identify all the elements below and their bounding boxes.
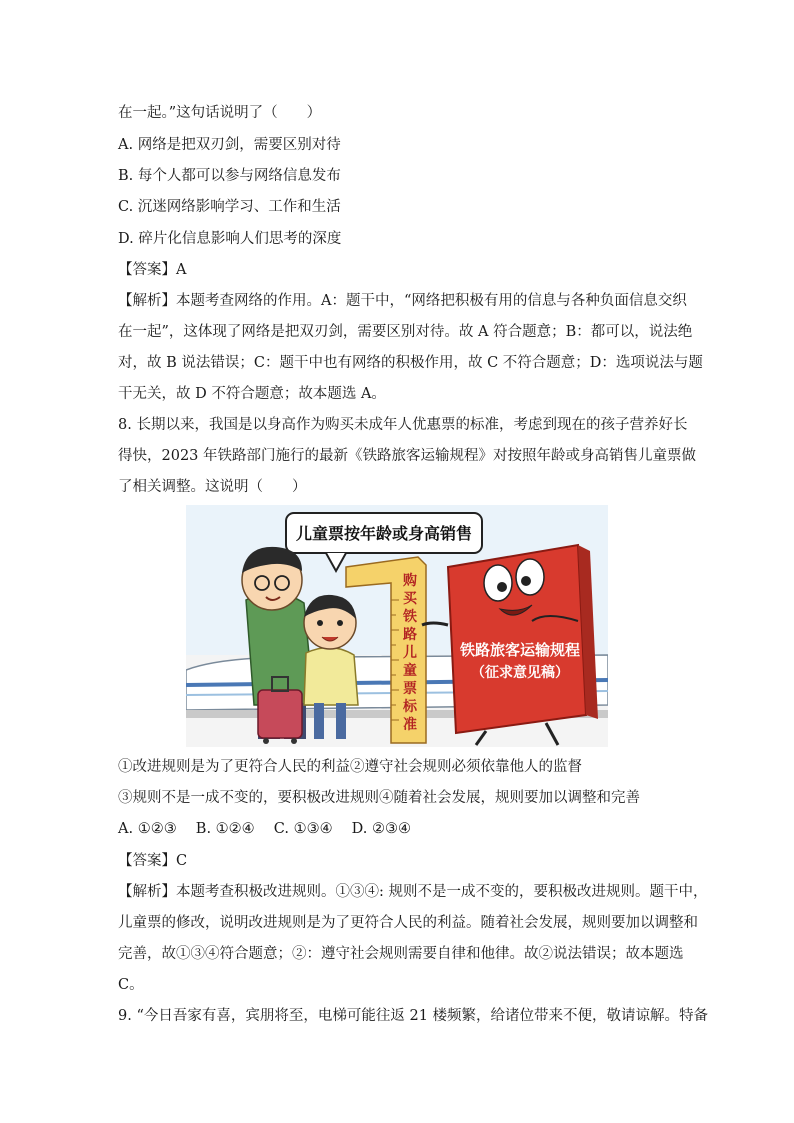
ruler-char-5: 儿 bbox=[403, 645, 417, 661]
q8-answer: 【答案】C bbox=[118, 853, 188, 869]
book-subtitle: （征求意见稿） bbox=[471, 665, 569, 681]
ruler-char-7: 票 bbox=[403, 681, 417, 697]
q8-cartoon-illustration bbox=[186, 505, 608, 747]
q7-analysis-line-1: 【解析】本题考查网络的作用。A：题干中，“网络把积极有用的信息与各种负面信息交织 bbox=[118, 293, 687, 309]
q8-stem-line-2: 得快，2023 年铁路部门施行的最新《铁路旅客运输规程》对按照年龄或身高销售儿童票做 bbox=[118, 448, 697, 464]
q7-option-a: A. 网络是把双刃剑，需要区别对待 bbox=[118, 137, 341, 153]
q8-choices: A. ①②③ B. ①②④ C. ①③④ D. ②③④ bbox=[118, 821, 412, 837]
q7-analysis-line-4: 干无关，故 D 不符合题意；故本题选 A。 bbox=[118, 386, 386, 402]
ruler-char-9: 准 bbox=[403, 717, 417, 733]
speech-bubble-text: 儿童票按年龄或身高销售 bbox=[295, 524, 473, 543]
q8-analysis-line-4: C。 bbox=[118, 977, 144, 993]
ruler-char-6: 童 bbox=[403, 663, 417, 679]
q8-stem-line-3: 了相关调整。这说明（ ） bbox=[118, 479, 307, 495]
ruler-char-8: 标 bbox=[403, 699, 417, 715]
q8-analysis-line-2: 儿童票的修改，说明改进规则是为了更符合人民的利益。随着社会发展，规则要加以调整和 bbox=[118, 915, 698, 931]
book-title: 铁路旅客运输规程 bbox=[459, 641, 581, 659]
q7-analysis-line-2: 在一起”，这体现了网络是把双刃剑，需要区别对待。故 A 符合题意；B：都可以，说法绝 bbox=[118, 324, 693, 340]
q8-statements-line-1: ①改进规则是为了更符合人民的利益②遵守社会规则必须依靠他人的监督 bbox=[118, 759, 582, 775]
q7-option-d: D. 碎片化信息影响人们思考的深度 bbox=[118, 231, 342, 247]
q8-stem-line-1: 8. 长期以来，我国是以身高作为购买未成年人优惠票的标准，考虑到现在的孩子营养好长 bbox=[118, 417, 688, 433]
q8-statements-line-2: ③规则不是一成不变的，要积极改进规则④随着社会发展，规则要加以调整和完善 bbox=[118, 790, 640, 806]
q8-analysis-line-3: 完善，故①③④符合题意；②：遵守社会规则需要自律和他律。故②说法错误；故本题选 bbox=[118, 946, 684, 962]
ruler-char-3: 铁 bbox=[403, 609, 417, 625]
ruler-char-4: 路 bbox=[403, 627, 417, 643]
q7-answer: 【答案】A bbox=[118, 262, 187, 278]
q8-analysis-line-1: 【解析】本题考查积极改进规则。①③④: 规则不是一成不变的，要积极改进规则。题干中， bbox=[118, 884, 708, 900]
q7-option-b: B. 每个人都可以参与网络信息发布 bbox=[118, 168, 341, 184]
ruler-char-2: 买 bbox=[403, 591, 417, 607]
q7-stem-tail: 在一起。”这句话说明了（ ） bbox=[118, 105, 322, 121]
q7-analysis-line-3: 对，故 B 说法错误；C：题干中也有网络的积极作用，故 C 不符合题意；D：选项说法与题 bbox=[118, 355, 703, 371]
ruler-char-1: 购 bbox=[403, 573, 417, 589]
q7-option-c: C. 沉迷网络影响学习、工作和生活 bbox=[118, 199, 341, 215]
q9-stem: 9. “今日吾家有喜，宾朋将至，电梯可能往返 21 楼频繁，给诸位带来不便，敬请谅解。特备 bbox=[118, 1008, 709, 1024]
